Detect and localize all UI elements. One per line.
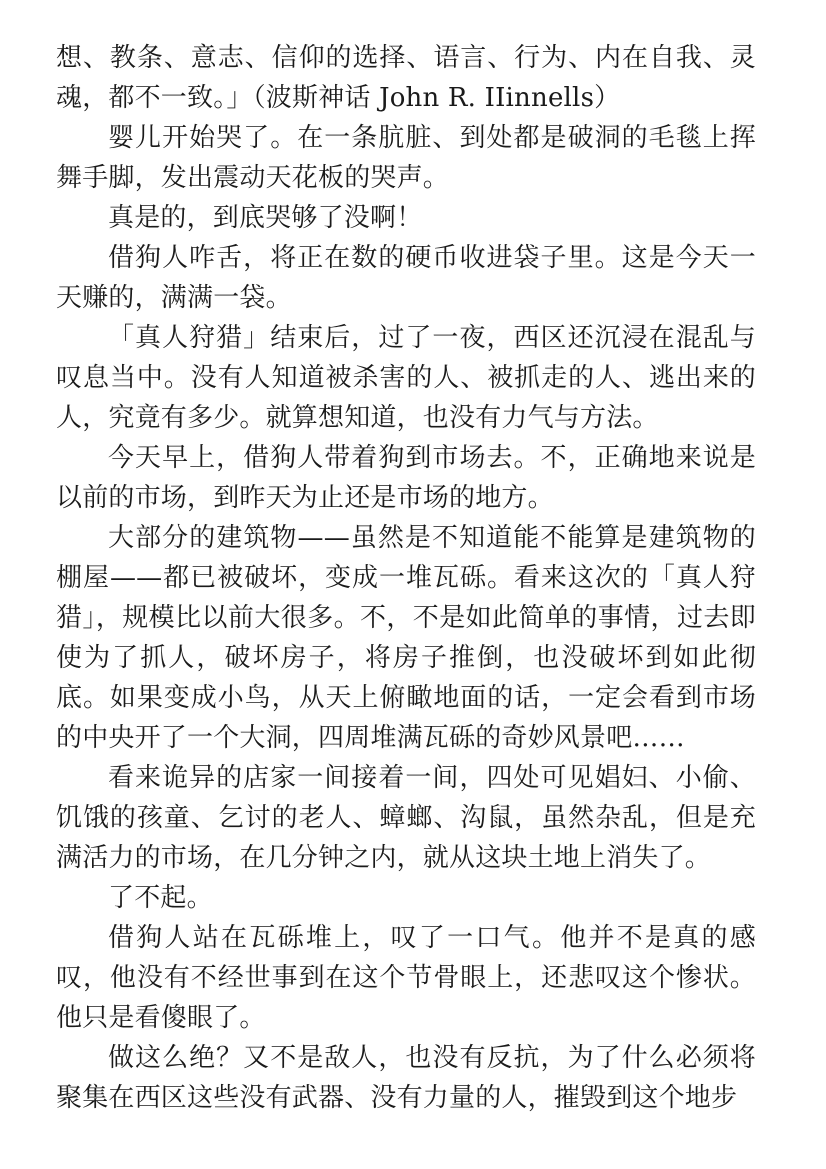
paragraph-7: 大部分的建筑物——虽然是不知道能不能算是建筑物的棚屋——都已被破坏，变成一堆瓦砾。看来这次的「真人狩猎」，规模比以前大很多。不，不是如此简单的事情，过去即使为了抓人，破坏房子，将房子推倒，也没破坏到如此彻底。如果变成小鸟，从天上俯瞰地面的话，一定会看到市场的中央开了一个大洞，四周堆满瓦砾的奇妙风景吧……: [56, 523, 756, 753]
paragraph-10: 借狗人站在瓦砾堆上，叹了一口气。他并不是真的感叹，他没有不经世事到在这个节骨眼上，还悲叹这个惨状。他只是看傻眼了。: [56, 923, 756, 1033]
paragraph-9: 了不起。: [108, 883, 213, 913]
paragraph-2: 婴儿开始哭了。在一条肮脏、到处都是破洞的毛毯上挥舞手脚，发出震动天花板的哭声。: [56, 123, 756, 193]
paragraph-4: 借狗人咋舌，将正在数的硬币收进袋子里。这是今天一天赚的，满满一袋。: [56, 243, 756, 313]
paragraph-5: 「真人狩猎」结束后，过了一夜，西区还沉浸在混乱与叹息当中。没有人知道被杀害的人、被抓走的人、逃出来的人，究竟有多少。就算想知道，也没有力气与方法。: [56, 323, 756, 433]
paragraph-3: 真是的，到底哭够了没啊！: [108, 203, 423, 233]
page-text-body: [56, 38, 756, 1118]
paragraph-8: 看来诡异的店家一间接着一间，四处可见娼妇、小偷、饥饿的孩童、乞讨的老人、蟑螂、沟鼠，虽然杂乱，但是充满活力的市场，在几分钟之内，就从这块土地上消失了。: [56, 763, 756, 873]
paragraph-6: 今天早上，借狗人带着狗到市场去。不，正确地来说是以前的市场，到昨天为止还是市场的地方。: [56, 443, 756, 513]
paragraph-11: 做这么绝？又不是敌人，也没有反抗，为了什么必须将聚集在西区这些没有武器、没有力量的人，摧毁到这个地步: [56, 1043, 756, 1113]
paragraph-1: 想、教条、意志、信仰的选择、语言、行为、内在自我、灵魂，都不一致。」（波斯神话 John R. IIinnells）: [56, 43, 756, 113]
